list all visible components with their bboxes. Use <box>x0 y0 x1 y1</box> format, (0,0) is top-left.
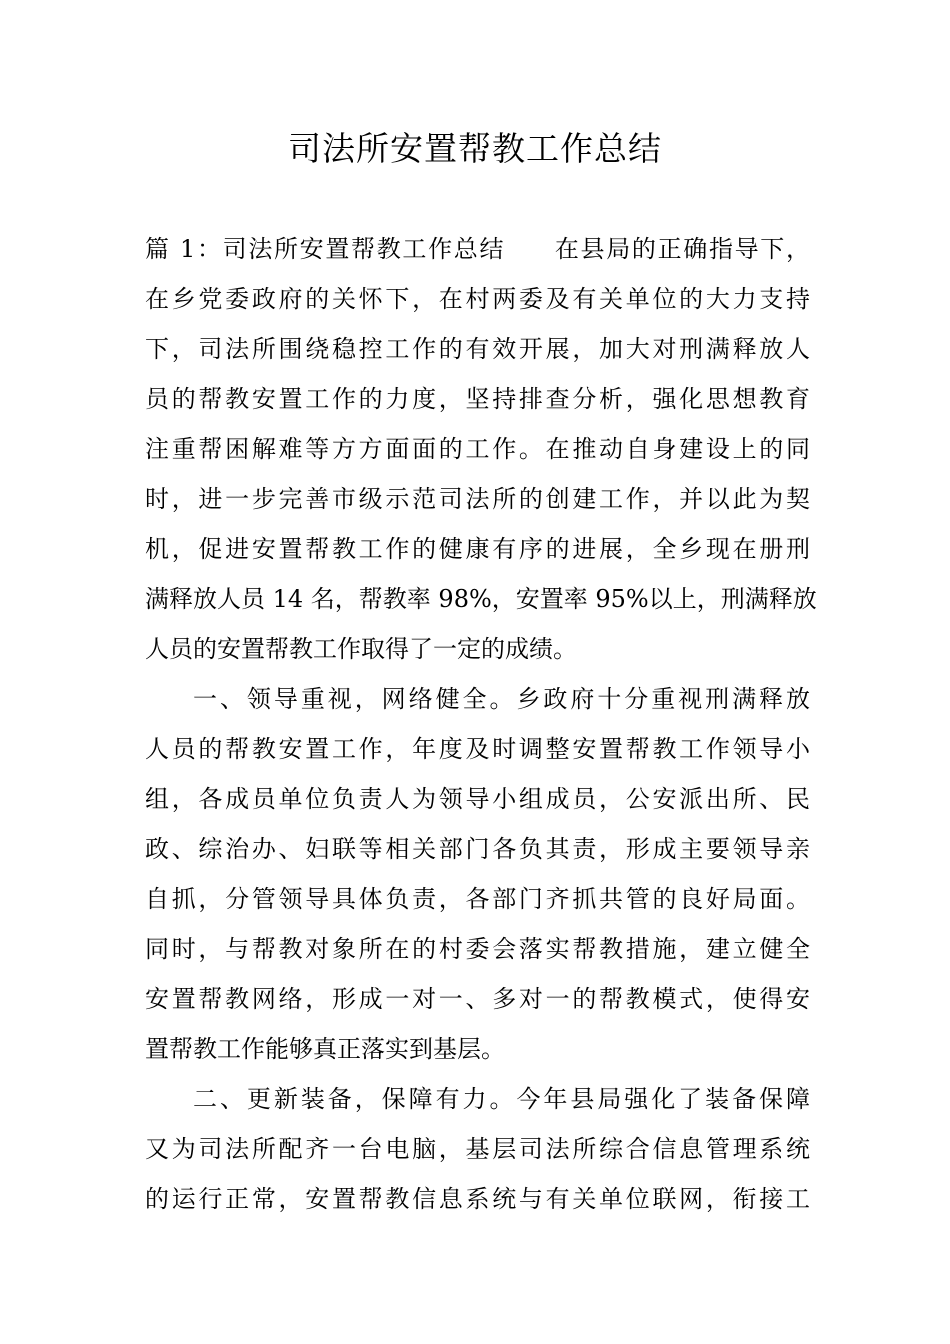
body-line: 人员的帮教安置工作，年度及时调整安置帮教工作领导小 <box>145 735 810 763</box>
body-line: 同时，与帮教对象所在的村委会落实帮教措施，建立健全 <box>145 935 810 963</box>
body-line-1 <box>145 224 810 274</box>
document-title: 司法所安置帮教工作总结 <box>288 129 662 168</box>
body-line: 置帮教工作能够真正落实到基层。 <box>145 1035 505 1063</box>
body-line: 时，进一步完善市级示范司法所的创建工作，并以此为契 <box>145 485 810 513</box>
section-heading-line: 一、领导重视，网络健全。乡政府十分重视刑满释放 <box>193 685 810 713</box>
body-line: 自抓，分管领导具体负责，各部门齐抓共管的良好局面。 <box>145 885 810 913</box>
body-line: 政、综治办、妇联等相关部门各负其责，形成主要领导亲 <box>145 835 810 863</box>
body-line: 满释放人员 14 名，帮教率 98%，安置率 95%以上，刑满释放 <box>145 585 817 613</box>
body-line: 下，司法所围绕稳控工作的有效开展，加大对刑满释放人 <box>145 335 810 363</box>
body-line-1-text: 在县局的正确指导下， <box>553 235 810 263</box>
body-line: 组，各成员单位负责人为领导小组成员，公安派出所、民 <box>145 785 810 813</box>
body-line: 人员的安置帮教工作取得了一定的成绩。 <box>145 635 577 663</box>
body-line: 的运行正常，安置帮教信息系统与有关单位联网，衔接工 <box>145 1185 810 1213</box>
body-line: 注重帮困解难等方方面面的工作。在推动自身建设上的同 <box>145 435 810 463</box>
body-line: 安置帮教网络，形成一对一、多对一的帮教模式，使得安 <box>145 985 810 1013</box>
section-heading-line: 二、更新装备，保障有力。今年县局强化了装备保障 <box>193 1085 810 1113</box>
article-heading: 篇 1：司法所安置帮教工作总结 <box>145 235 506 263</box>
body-line: 员的帮教安置工作的力度，坚持排查分析，强化思想教育 <box>145 385 810 413</box>
body-line: 机，促进安置帮教工作的健康有序的进展，全乡现在册刑 <box>145 535 810 563</box>
body-line: 又为司法所配齐一台电脑，基层司法所综合信息管理系统 <box>145 1135 810 1163</box>
body-line: 在乡党委政府的关怀下，在村两委及有关单位的大力支持 <box>145 285 810 313</box>
